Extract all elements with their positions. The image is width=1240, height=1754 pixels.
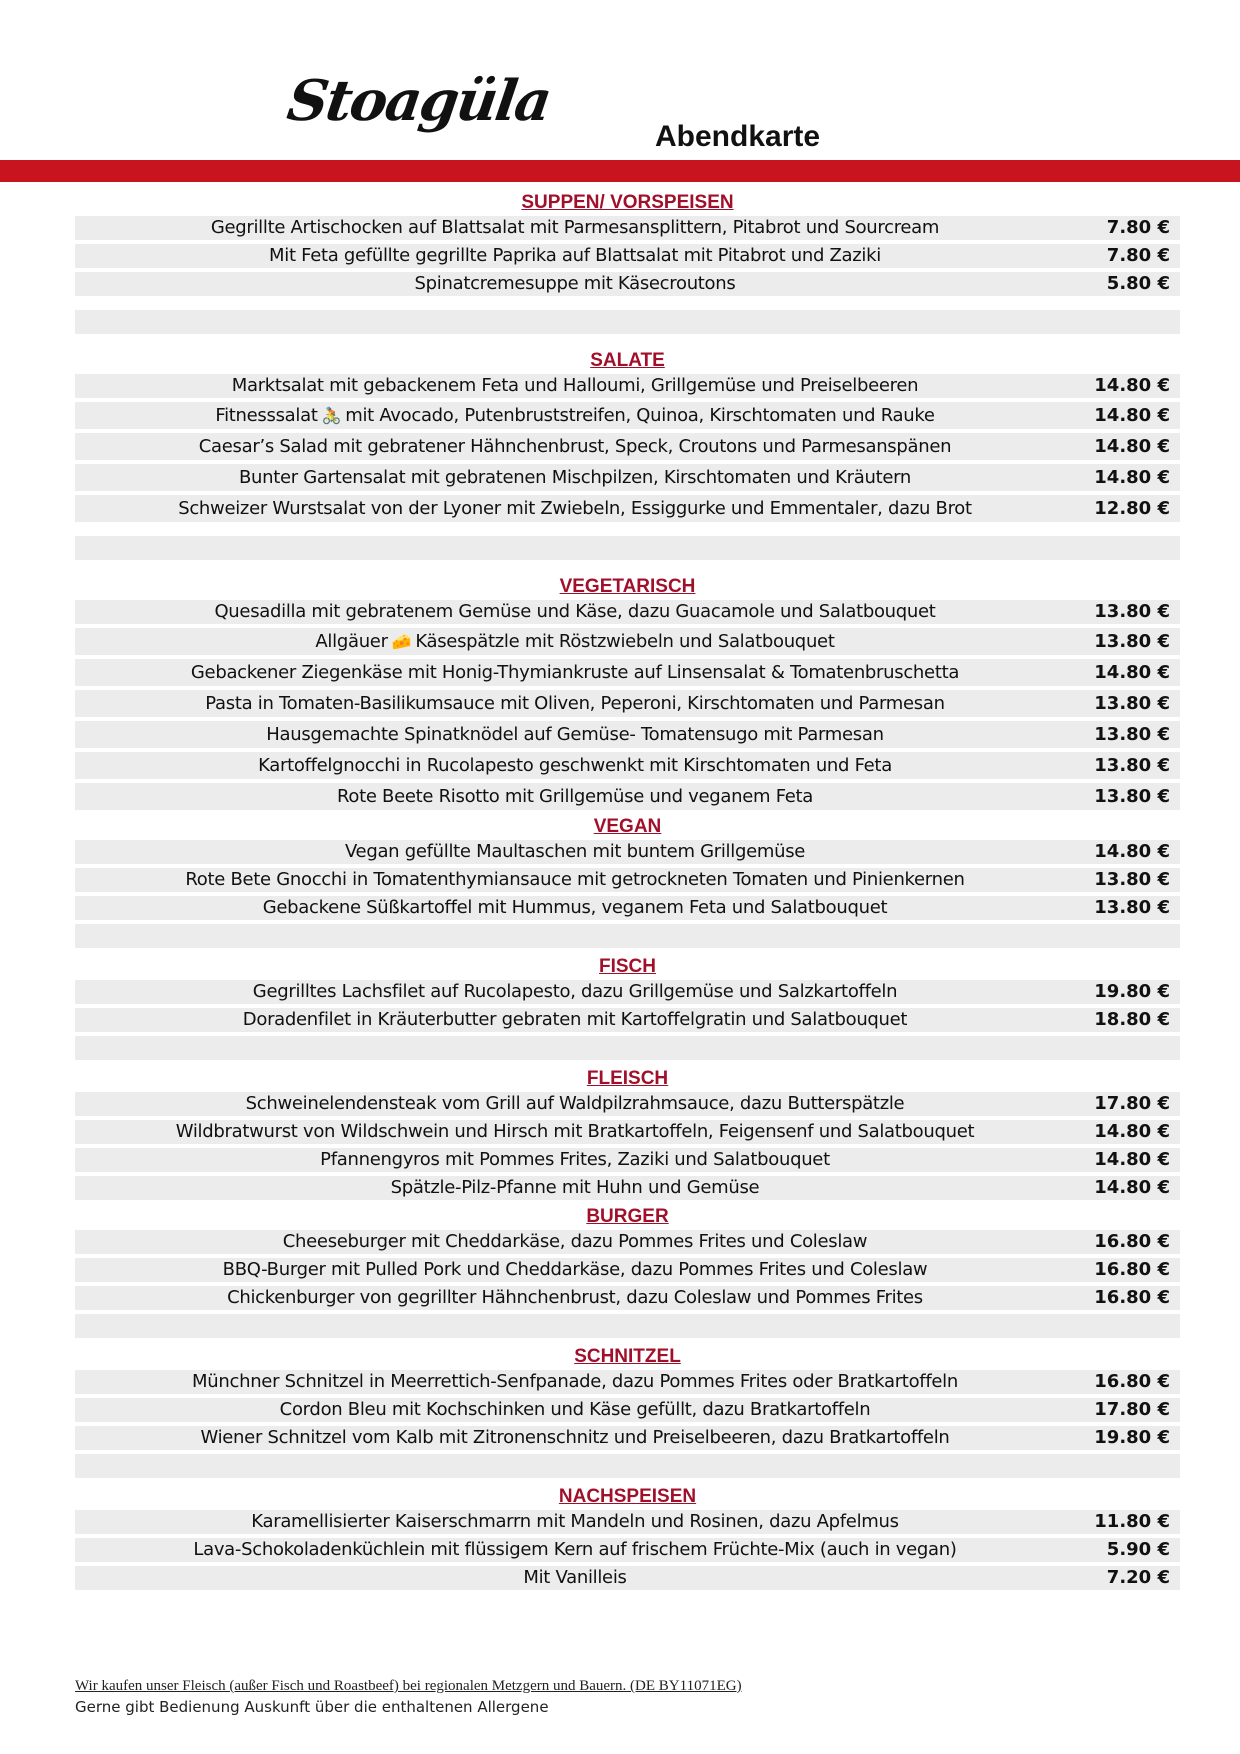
menu-item [75,980,1180,1004]
menu-item [75,1230,1180,1254]
section-spacer [75,1036,1180,1060]
section-title: FLEISCH [586,1068,669,1089]
menu-item [75,272,1180,296]
menu-item-price: 14.80 € [1094,436,1170,457]
menu-item [75,433,1180,460]
menu-item-price: 16.80 € [1094,1371,1170,1392]
menu-item [75,1008,1180,1032]
menu-item-name-part: mit Avocado, Putenbruststreifen, Quinoa, Kirschtomaten und Rauke [345,405,935,426]
logo-text: Stoagüla [283,68,555,134]
menu-item-name-part: Allgäuer [315,631,388,652]
cheese-icon: 🧀 [391,632,412,651]
menu-item [75,1398,1180,1422]
menu-item-price: 13.80 € [1094,724,1170,745]
menu-item-price: 13.80 € [1094,601,1170,622]
menu-item-price: 11.80 € [1094,1511,1170,1532]
menu-item-name: Gebackene Süßkartoffel mit Hummus, veganem Feta und Salatbouquet [262,897,888,918]
section-title: SUPPEN/ VORSPEISEN [521,192,734,213]
menu-item-name: Mit Feta gefüllte gegrillte Paprika auf Blattsalat mit Pitabrot und Zaziki [269,245,881,266]
menu-item [75,628,1180,655]
menu-item-price: 14.80 € [1094,1149,1170,1170]
menu-item [75,402,1180,429]
menu-item-name [75,402,1075,429]
menu-item-name: Chickenburger von gegrillter Hähnchenbrust, dazu Coleslaw und Pommes Frites [227,1287,923,1308]
menu-item [75,896,1180,920]
menu-item-name: Münchner Schnitzel in Meerrettich-Senfpanade, dazu Pommes Frites oder Bratkartoffeln [192,1371,958,1392]
menu-item-price: 5.80 € [1106,273,1170,294]
menu-item-name [75,628,1075,655]
menu-item [75,690,1180,717]
menu-item-price: 17.80 € [1094,1399,1170,1420]
menu-item-price: 14.80 € [1094,405,1170,426]
menu-item [75,1148,1180,1172]
section-spacer [75,536,1180,560]
menu-item [75,1092,1180,1116]
section-title: SALATE [590,350,665,371]
header-red-bar [0,160,1240,182]
menu-item-price: 13.80 € [1094,693,1170,714]
menu-item-price: 13.80 € [1094,755,1170,776]
menu-item-name: Schweinelendensteak vom Grill auf Waldpilzrahmsauce, dazu Butterspätzle [245,1093,905,1114]
menu-list [75,190,1180,1594]
menu-item-name: Marktsalat mit gebackenem Feta und Halloumi, Grillgemüse und Preiselbeeren [231,375,919,396]
section-spacer [75,310,1180,334]
restaurant-logo [283,68,568,164]
menu-item [75,216,1180,240]
menu-item-name-part: Fitnesssalat [215,405,318,426]
menu-item-name: Mit Vanilleis [523,1567,627,1588]
menu-item-price: 7.20 € [1106,1567,1170,1588]
menu-item-name: Vegan gefüllte Maultaschen mit buntem Grillgemüse [344,841,806,862]
menu-item-price: 5.90 € [1106,1539,1170,1560]
section-spacer [75,924,1180,948]
menu-item [75,374,1180,398]
page-title: Abendkarte [655,120,821,153]
menu-item-name: Rote Beete Risotto mit Grillgemüse und veganem Feta [336,786,814,807]
menu-item [75,1120,1180,1144]
menu-item-name: Karamellisierter Kaiserschmarrn mit Mandeln und Rosinen, dazu Apfelmus [251,1511,899,1532]
menu-item-name: Spinatcremesuppe mit Käsecroutons [414,273,736,294]
menu-item-price: 16.80 € [1094,1259,1170,1280]
menu-item-price: 13.80 € [1094,786,1170,807]
menu-item-name: Schweizer Wurstsalat von der Lyoner mit Zwiebeln, Essiggurke und Emmentaler, dazu Brot [178,498,972,519]
menu-item-name: Wildbratwurst von Wildschwein und Hirsch mit Bratkartoffeln, Feigensenf und Salatbouquet [175,1121,975,1142]
menu-item [75,840,1180,864]
menu-item-price: 12.80 € [1094,498,1170,519]
menu-item [75,464,1180,491]
section-title: SCHNITZEL [574,1346,681,1367]
menu-item [75,244,1180,268]
menu-item-name: Caesar’s Salad mit gebratener Hähnchenbrust, Speck, Croutons und Parmesanspänen [198,436,952,457]
menu-item-price: 14.80 € [1094,375,1170,396]
menu-item-name: Wiener Schnitzel vom Kalb mit Zitronenschnitz und Preiselbeeren, dazu Bratkartoffeln [200,1427,950,1448]
menu-item-price: 14.80 € [1094,1177,1170,1198]
menu-item-price: 19.80 € [1094,1427,1170,1448]
menu-item [75,752,1180,779]
menu-item [75,1286,1180,1310]
menu-item-name: Hausgemachte Spinatknödel auf Gemüse- Tomatensugo mit Parmesan [266,724,884,745]
footer [75,1676,1175,1718]
menu-item-price: 13.80 € [1094,869,1170,890]
menu-item-name: Lava-Schokoladenküchlein mit flüssigem Kern auf frischem Früchte-Mix (auch in vegan) [193,1539,957,1560]
menu-item [75,659,1180,686]
section-spacer [75,1314,1180,1338]
menu-item-price: 19.80 € [1094,981,1170,1002]
menu-item-price: 14.80 € [1094,467,1170,488]
menu-item-name: Cordon Bleu mit Kochschinken und Käse gefüllt, dazu Bratkartoffeln [279,1399,871,1420]
menu-item [75,495,1180,522]
menu-item-price: 7.80 € [1106,217,1170,238]
menu-item-price: 14.80 € [1094,1121,1170,1142]
menu-item-name: Cheeseburger mit Cheddarkäse, dazu Pommes Frites und Coleslaw [282,1231,868,1252]
menu-item [75,1426,1180,1450]
menu-item [75,868,1180,892]
menu-item-name: Spätzle-Pilz-Pfanne mit Huhn und Gemüse [390,1177,760,1198]
menu-item-name: Bunter Gartensalat mit gebratenen Mischpilzen, Kirschtomaten und Kräutern [238,467,912,488]
menu-item [75,1258,1180,1282]
menu-item-price: 16.80 € [1094,1287,1170,1308]
section-title: VEGAN [593,816,662,837]
menu-item-name: Pfannengyros mit Pommes Frites, Zaziki und Salatbouquet [320,1149,830,1170]
menu-item-name-part: Käsespätzle mit Röstzwiebeln und Salatbouquet [415,631,835,652]
menu-item [75,1538,1180,1562]
menu-item-price: 13.80 € [1094,631,1170,652]
menu-item-name: BBQ-Burger mit Pulled Pork und Cheddarkäse, dazu Pommes Frites und Coleslaw [222,1259,928,1280]
menu-item-name: Kartoffelgnocchi in Rucolapesto geschwenkt mit Kirschtomaten und Feta [258,755,892,776]
menu-item-price: 18.80 € [1094,1009,1170,1030]
cyclist-icon: 🚴 [321,406,342,425]
page-header [0,0,1240,190]
menu-item-price: 17.80 € [1094,1093,1170,1114]
sourcing-note: Wir kaufen unser Fleisch (außer Fisch und Roastbeef) bei regionalen Metzgern und Bauern. (DE BY11071EG) [75,1678,742,1694]
menu-item-price: 7.80 € [1106,245,1170,266]
menu-item-price: 14.80 € [1094,662,1170,683]
menu-item-name: Gegrilltes Lachsfilet auf Rucolapesto, dazu Grillgemüse und Salzkartoffeln [252,981,898,1002]
section-spacer [75,1454,1180,1478]
menu-item [75,1370,1180,1394]
section-title: BURGER [586,1206,669,1227]
menu-item-name: Gegrillte Artischocken auf Blattsalat mit Parmesansplittern, Pitabrot und Sourcream [210,217,940,238]
menu-item [75,600,1180,624]
section-title: FISCH [599,956,656,977]
menu-item-name: Quesadilla mit gebratenem Gemüse und Käse, dazu Guacamole und Salatbouquet [214,601,936,622]
menu-item [75,721,1180,748]
menu-item-price: 14.80 € [1094,841,1170,862]
menu-item-price: 16.80 € [1094,1231,1170,1252]
menu-item-name: Doradenfilet in Kräuterbutter gebraten mit Kartoffelgratin und Salatbouquet [242,1009,908,1030]
section-title: NACHSPEISEN [558,1486,697,1507]
menu-item-name: Pasta in Tomaten-Basilikumsauce mit Oliven, Peperoni, Kirschtomaten und Parmesan [205,693,945,714]
menu-item [75,1566,1180,1590]
section-title: VEGETARISCH [559,576,696,597]
menu-item-name: Gebackener Ziegenkäse mit Honig-Thymiankruste auf Linsensalat & Tomatenbruschetta [190,662,960,683]
menu-item [75,783,1180,810]
menu-item [75,1176,1180,1200]
menu-item-price: 13.80 € [1094,897,1170,918]
allergen-note: Gerne gibt Bedienung Auskunft über die enthaltenen Allergene [75,1698,549,1716]
menu-item [75,1510,1180,1534]
menu-item-name: Rote Bete Gnocchi in Tomatenthymiansauce mit getrockneten Tomaten und Pinienkernen [185,869,965,890]
